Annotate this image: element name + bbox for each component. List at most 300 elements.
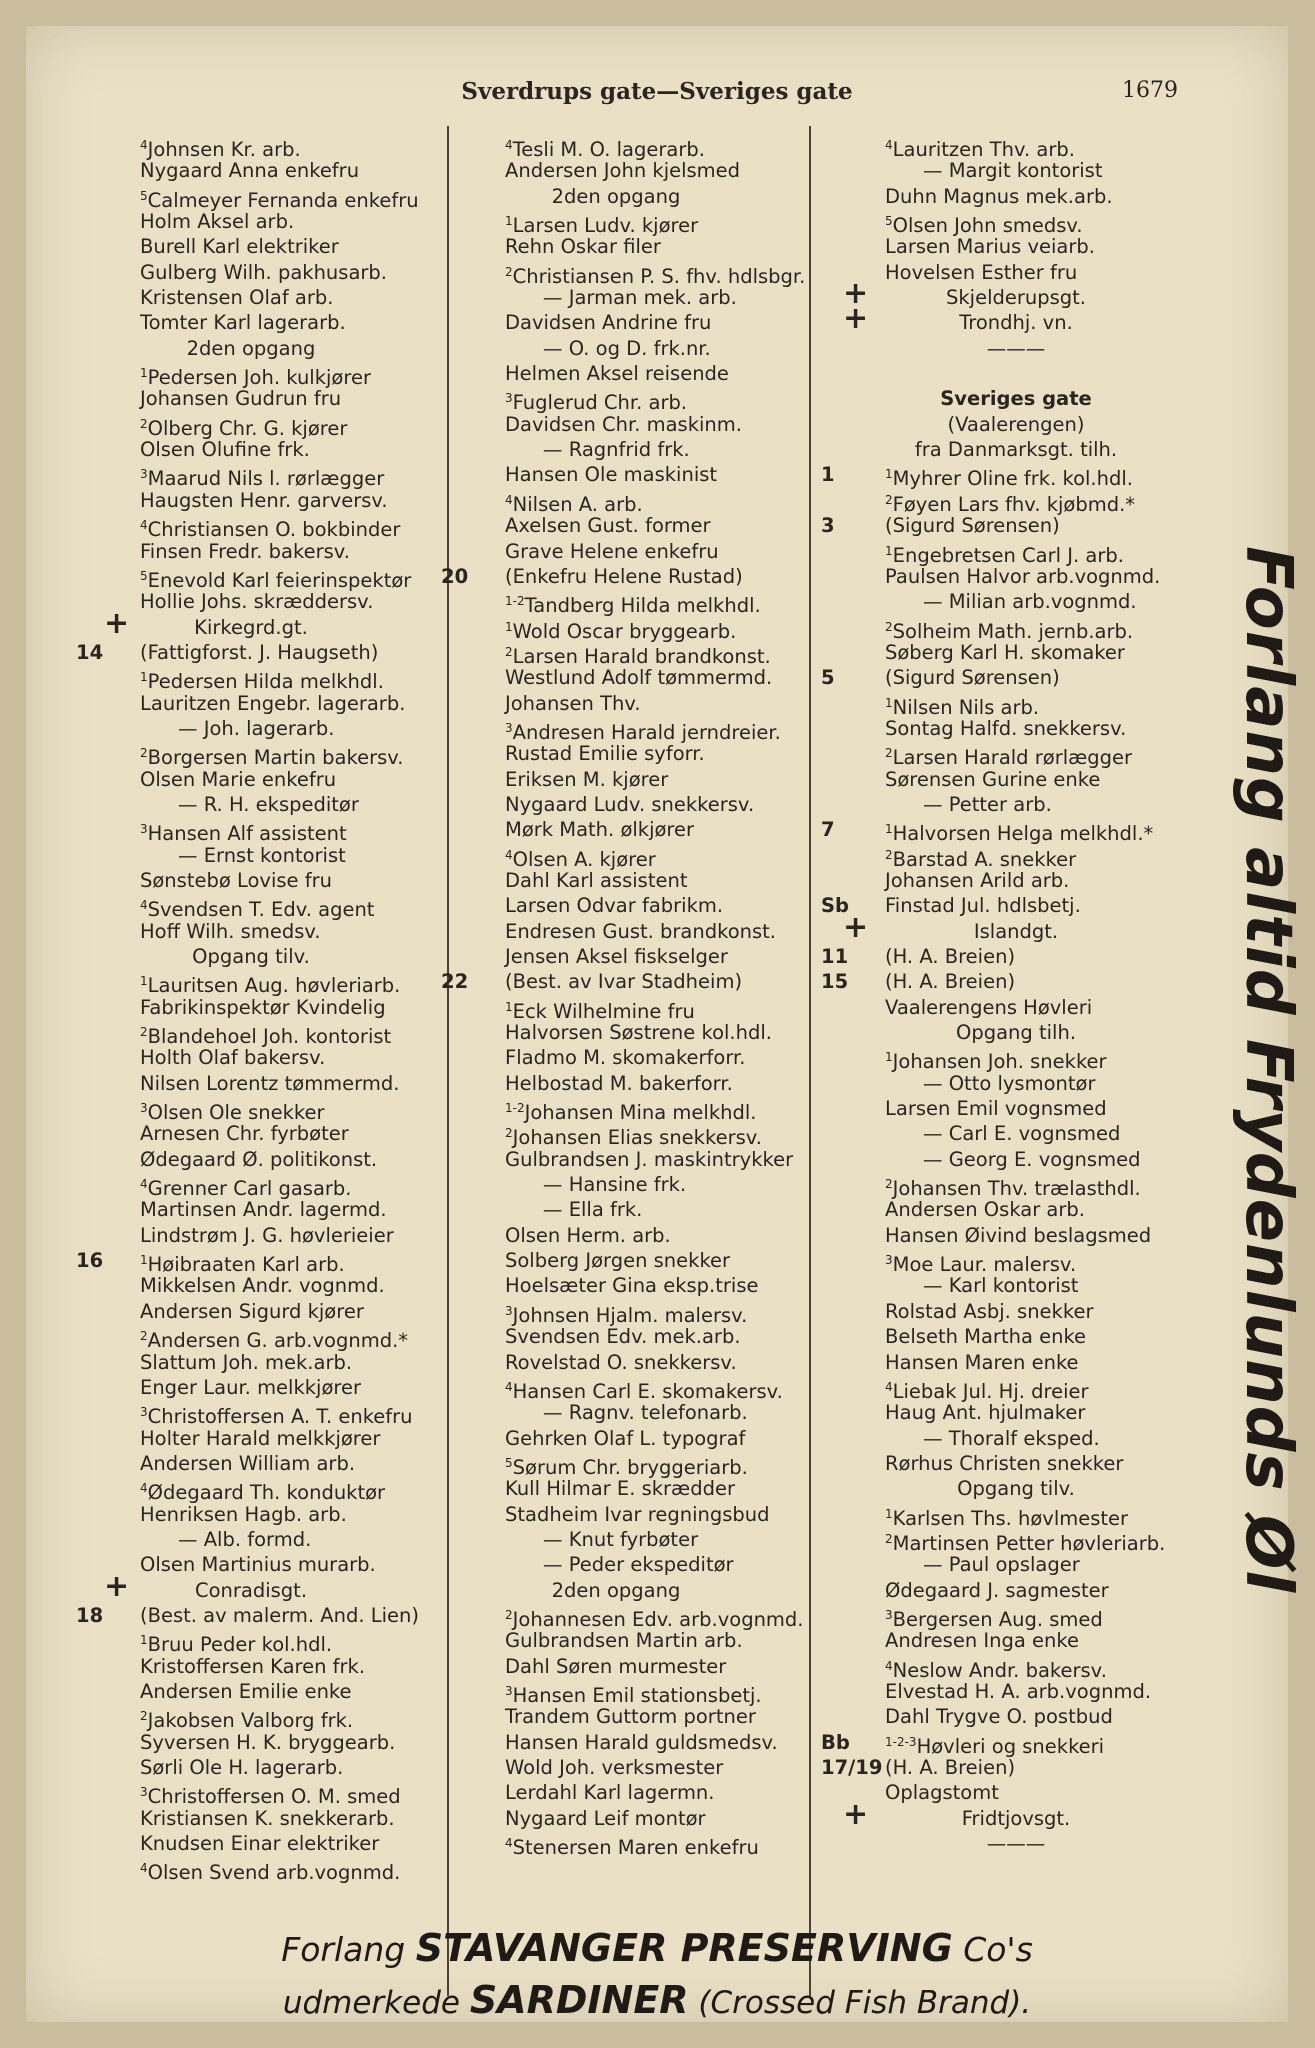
entry-text xyxy=(821,336,1211,361)
floor-number: 1 xyxy=(885,822,893,837)
directory-entry xyxy=(441,1704,834,1729)
floor-number: 2 xyxy=(140,1329,148,1344)
entry-label: Gulbrandsen J. maskintrykker xyxy=(505,1147,794,1171)
entry-label: Haugsten Henr. garversv. xyxy=(140,488,388,512)
entry-text xyxy=(885,1679,1151,1704)
entry-text xyxy=(505,1426,745,1451)
entry-text xyxy=(885,1451,1123,1476)
entry-label: — Otto lysmontør xyxy=(923,1071,1096,1095)
directory-entry xyxy=(76,462,469,491)
entry-text xyxy=(140,158,359,183)
entry-label: Tandberg Hilda melkhdl. xyxy=(524,594,761,618)
entry-text xyxy=(885,716,1126,741)
entry-label: Nygaard Anna enkefru xyxy=(140,159,360,183)
directory-entry xyxy=(76,1502,469,1527)
entry-label: Mørk Math. ølkjører xyxy=(505,818,695,842)
entry-label: Sveriges gate xyxy=(940,387,1092,411)
entry-label: Rovelstad O. snekkersv. xyxy=(505,1350,737,1374)
entry-text xyxy=(821,310,1211,335)
floor-number: 3 xyxy=(140,467,148,482)
entry-label: Kristoffersen Karen frk. xyxy=(140,1654,366,1678)
entry-label: (H. A. Breien) xyxy=(885,945,1016,968)
directory-entry xyxy=(76,1020,469,1049)
page-title: Sverdrups gate—Sveriges gate xyxy=(461,78,853,105)
house-number: 15 xyxy=(821,970,849,994)
floor-number: 1 xyxy=(140,670,148,685)
directory-entry xyxy=(441,919,834,944)
directory-entry xyxy=(821,1704,1221,1729)
directory-entry xyxy=(76,1527,469,1552)
entry-label: ——— xyxy=(986,336,1046,360)
house-number: 17/19 xyxy=(821,1756,883,1779)
directory-entry xyxy=(821,158,1221,183)
floor-number: 2 xyxy=(140,1025,148,1040)
entry-text xyxy=(140,1426,380,1451)
directory-entry xyxy=(821,1375,1221,1403)
entry-label: Søberg Karl H. skomaker xyxy=(885,640,1125,664)
entry-label: Svendsen T. Edv. agent xyxy=(147,898,375,922)
entry-label: Solheim Math. jernb.arb. xyxy=(892,619,1134,643)
entry-label: — Thoralf eksped. xyxy=(923,1426,1100,1450)
entry-label: Andersen William arb. xyxy=(140,1451,356,1475)
entry-text xyxy=(923,1552,1080,1577)
entry-text xyxy=(923,1273,1078,1298)
floor-number: 3 xyxy=(505,1303,513,1318)
entry-text xyxy=(505,1755,723,1780)
directory-entry xyxy=(76,336,469,361)
entry-label: Larsen Odvar fabrikm. xyxy=(505,894,724,918)
entry-label: Johansen Arild arb. xyxy=(885,868,1070,892)
directory-entry xyxy=(76,1856,469,1885)
directory-entry xyxy=(76,969,469,998)
entry-text xyxy=(885,513,1060,538)
entry-text xyxy=(885,1197,1085,1222)
entry-text xyxy=(885,893,1081,918)
entry-text xyxy=(140,1654,365,1679)
ad-line2-post: (Crossed Fish Brand). xyxy=(698,1985,1032,2021)
entry-text xyxy=(543,285,737,310)
entry-text xyxy=(821,1831,1211,1856)
directory-entry xyxy=(76,488,469,513)
house-number: 7 xyxy=(821,818,835,842)
entry-label: Karlsen Ths. høvlmester xyxy=(892,1506,1129,1530)
directory-entry xyxy=(76,1248,469,1277)
entry-text xyxy=(140,209,294,234)
entry-label: (Sigurd Sørensen) xyxy=(885,666,1060,690)
directory-entry xyxy=(441,1476,834,1501)
directory-entry xyxy=(821,209,1221,238)
entry-text xyxy=(885,1400,1085,1425)
floor-number: 1 xyxy=(505,999,513,1014)
entry-label: Holter Harald melkkjører xyxy=(140,1426,381,1450)
directory-entry xyxy=(441,1299,834,1327)
floor-number: 2 xyxy=(885,492,893,507)
entry-label: Elvestad H. A. arb.vognmd. xyxy=(885,1679,1152,1703)
directory-entry xyxy=(441,640,834,668)
directory-entry xyxy=(821,1603,1221,1631)
directory-entry xyxy=(76,1730,469,1755)
entry-label: Liebak Jul. Hj. dreier xyxy=(892,1379,1089,1403)
directory-entry xyxy=(441,1147,834,1172)
floor-number: 1 xyxy=(505,214,513,229)
entry-label: — Alb. formd. xyxy=(178,1527,312,1551)
entry-text xyxy=(885,1299,1093,1324)
floor-number: 3 xyxy=(505,1683,513,1698)
floor-number: 1 xyxy=(140,1253,148,1268)
entry-label: Kristiansen K. snekkerarb. xyxy=(140,1806,395,1830)
directory-entry xyxy=(76,1806,469,1831)
directory-entry xyxy=(76,716,469,741)
floor-number: 2 xyxy=(885,619,893,634)
entry-text xyxy=(885,564,1160,589)
entry-label: 2den opgang xyxy=(551,1578,681,1602)
entry-label: Bergersen Aug. smed xyxy=(892,1607,1103,1631)
directory-entry xyxy=(821,1273,1221,1298)
floor-number: 4 xyxy=(140,518,148,533)
directory-entry xyxy=(821,1147,1221,1172)
entry-text xyxy=(505,868,687,893)
entry-label: Eck Wilhelmine fru xyxy=(512,999,695,1023)
entry-label: Eriksen M. kjører xyxy=(505,767,669,791)
directory-entry xyxy=(441,893,834,918)
entry-label: Trandem Guttorm portner xyxy=(505,1705,756,1729)
floor-number: 1 xyxy=(140,366,148,381)
entry-text xyxy=(885,767,1100,792)
entry-label: — Jarman mek. arb. xyxy=(543,286,737,310)
entry-text xyxy=(821,437,1211,462)
directory-entry xyxy=(821,716,1221,741)
entry-label: Lindstrøm J. G. høvlerieier xyxy=(140,1223,394,1247)
directory-entry xyxy=(76,1831,469,1856)
entry-label: Helbostad M. bakerforr. xyxy=(505,1071,733,1095)
entry-text xyxy=(505,1147,793,1172)
entry-text xyxy=(505,462,717,487)
floor-number: 4 xyxy=(505,492,513,507)
vertical-advertisement xyxy=(1231,546,1305,1686)
entry-text xyxy=(140,1071,399,1096)
directory-entry xyxy=(76,605,469,641)
directory-entry xyxy=(441,184,834,209)
entry-label: Holth Olaf bakersv. xyxy=(140,1046,326,1070)
entry-label: Arnesen Chr. fyrbøter xyxy=(140,1122,349,1146)
floor-number: 1 xyxy=(885,467,893,482)
entry-label: Ødegaard J. sagmester xyxy=(885,1578,1109,1602)
entry-label: Hansen Carl E. skomakersv. xyxy=(512,1379,783,1403)
entry-label: Opgang tilv. xyxy=(957,1477,1075,1501)
house-number: Bb xyxy=(821,1730,850,1754)
directory-entry xyxy=(441,817,834,842)
entry-label: Stadheim Ivar regningsbud xyxy=(505,1502,770,1526)
entry-text xyxy=(885,1755,1015,1780)
entry-label: Davidsen Andrine fru xyxy=(505,311,712,335)
entry-text xyxy=(505,361,729,386)
directory-entry xyxy=(441,716,834,744)
entry-text xyxy=(140,1552,376,1577)
entry-label: Kirkegrd.gt. xyxy=(194,615,308,639)
entry-text xyxy=(140,1451,355,1476)
floor-number: 4 xyxy=(140,898,148,913)
entry-label: Gehrken Olaf L. typograf xyxy=(505,1426,746,1450)
entry-label: Kull Hilmar E. skrædder xyxy=(505,1477,735,1501)
entry-label: Hansen Alf assistent xyxy=(147,822,347,846)
directory-entry xyxy=(821,1248,1221,1277)
entry-text xyxy=(923,158,1103,183)
directory-entry xyxy=(76,944,469,969)
directory-entry xyxy=(76,919,469,944)
entry-label: Duhn Magnus mek.arb. xyxy=(885,184,1113,208)
entry-label: Solberg Jørgen snekker xyxy=(505,1249,731,1273)
entry-label: Tesli M. O. lagerarb. xyxy=(512,138,705,161)
floor-number: 4 xyxy=(885,1658,893,1673)
floor-number: 2 xyxy=(140,416,148,431)
directory-entry xyxy=(76,1121,469,1146)
entry-text xyxy=(505,893,723,918)
entry-text xyxy=(140,1299,364,1324)
directory-entry xyxy=(441,488,834,516)
entry-label: Pedersen Joh. kulkjører xyxy=(147,366,371,390)
entry-label: Finsen Fredr. bakersv. xyxy=(140,539,350,563)
directory-entry xyxy=(441,741,834,766)
entry-label: Rolstad Asbj. snekker xyxy=(885,1299,1094,1323)
ad-brand-sardiner: SARDINER xyxy=(469,1978,689,2022)
entry-text xyxy=(441,1578,791,1603)
entry-text xyxy=(140,1806,395,1831)
entry-text xyxy=(76,336,426,361)
entry-label: — Karl kontorist xyxy=(923,1274,1079,1298)
directory-entry xyxy=(821,1796,1221,1832)
entry-label: (Best. av malerm. And. Lien) xyxy=(140,1603,420,1627)
entry-text xyxy=(543,1197,642,1222)
entry-text xyxy=(441,184,791,209)
entry-text xyxy=(505,741,705,766)
directory-entry xyxy=(441,615,834,643)
directory-entry xyxy=(441,1121,834,1150)
entry-text xyxy=(178,843,346,868)
entry-label: ——— xyxy=(986,1832,1046,1856)
entry-label: Johnsen Kr. arb. xyxy=(147,138,301,161)
directory-entry xyxy=(441,133,834,161)
entry-label: Jensen Aksel fiskselger xyxy=(505,945,728,968)
directory-entry xyxy=(821,1324,1221,1349)
house-number: Sb xyxy=(821,894,850,918)
entry-text xyxy=(505,1071,733,1096)
entry-text xyxy=(140,1502,347,1527)
entry-label: Fladmo M. skomakerforr. xyxy=(505,1046,746,1070)
entry-text xyxy=(178,1527,311,1552)
entry-label: — Joh. lagerarb. xyxy=(178,716,335,740)
floor-number: 2 xyxy=(505,1607,513,1622)
directory-entry xyxy=(76,1400,469,1429)
entry-label: Lauritzen Engebr. lagerarb. xyxy=(140,691,406,715)
house-number: 16 xyxy=(76,1249,104,1273)
entry-text xyxy=(505,767,668,792)
entry-label: Fuglerud Chr. arb. xyxy=(512,391,688,415)
entry-label: Larsen Emil vognsmed xyxy=(885,1097,1107,1121)
directory-entry xyxy=(821,969,1221,994)
directory-entry xyxy=(441,1096,834,1125)
entry-label: Nilsen A. arb. xyxy=(512,492,643,516)
entry-text xyxy=(505,1831,759,1860)
entry-label: Martinsen Andr. lagermd. xyxy=(140,1198,387,1222)
entry-text xyxy=(140,640,378,665)
entry-label: Trondhj. vn. xyxy=(959,311,1073,335)
entry-text xyxy=(821,285,1211,310)
entry-label: Larsen Harald rørlægger xyxy=(892,746,1133,770)
floor-number: 3 xyxy=(140,822,148,837)
directory-entry xyxy=(821,1121,1221,1146)
floor-number: 1-2-3 xyxy=(885,1734,917,1749)
directory-entry xyxy=(821,1730,1221,1758)
directory-entry xyxy=(821,1527,1221,1555)
directory-entry xyxy=(821,361,1221,386)
directory-entry xyxy=(76,868,469,893)
entry-text xyxy=(885,1578,1109,1603)
entry-label: Hansen Harald guldsmedsv. xyxy=(505,1730,778,1754)
entry-text xyxy=(505,1654,726,1679)
directory-entry xyxy=(821,1045,1221,1074)
directory-entry xyxy=(76,1780,469,1809)
floor-number: 1 xyxy=(885,1506,893,1521)
floor-number: 2 xyxy=(885,1531,893,1546)
entry-label: Hovelsen Esther fru xyxy=(885,260,1078,284)
directory-entry xyxy=(821,1552,1221,1577)
entry-label: (Vaalerengen) xyxy=(947,412,1085,436)
floor-number: 5 xyxy=(140,568,148,583)
directory-entry xyxy=(821,995,1221,1020)
directory-entry xyxy=(76,1755,469,1780)
entry-text xyxy=(140,1755,343,1780)
entry-text xyxy=(140,1045,325,1070)
entry-label: — Peder ekspeditør xyxy=(543,1553,734,1577)
entry-label: Christiansen O. bokbinder xyxy=(147,518,401,542)
entry-label: Grenner Carl gasarb. xyxy=(147,1177,352,1201)
directory-entry xyxy=(76,1654,469,1679)
entry-label: Davidsen Chr. maskinm. xyxy=(505,412,742,436)
house-number: 3 xyxy=(821,514,835,538)
directory-entry xyxy=(441,1197,834,1222)
directory-entry xyxy=(441,209,834,238)
floor-number: 3 xyxy=(885,1253,893,1268)
directory-entry xyxy=(821,488,1221,516)
entry-label: Fabrikinspektør Kvindelig xyxy=(140,995,386,1019)
directory-entry xyxy=(821,336,1221,361)
cross-street-marker: + xyxy=(843,301,869,337)
entry-label: Høibraaten Karl arb. xyxy=(147,1253,345,1277)
entry-label: Vaalerengens Høvleri xyxy=(885,995,1093,1019)
entry-label: — Ragnfrid frk. xyxy=(543,438,690,462)
entry-label: Hansen Maren enke xyxy=(885,1350,1079,1374)
directory-entry xyxy=(76,691,469,716)
entry-label: Fridtjovsgt. xyxy=(961,1806,1071,1830)
entry-text xyxy=(178,792,359,817)
directory-entry xyxy=(441,1806,834,1831)
directory-entry xyxy=(441,437,834,462)
directory-entry xyxy=(441,843,834,871)
directory-entry xyxy=(821,665,1221,690)
entry-text xyxy=(140,767,336,792)
entry-label: Olsen Ole snekker xyxy=(147,1101,325,1125)
entry-text xyxy=(543,1172,686,1197)
directory-entry xyxy=(821,539,1221,567)
entry-label: 2den opgang xyxy=(551,184,681,208)
directory-entry xyxy=(441,1502,834,1527)
entry-text xyxy=(923,792,1052,817)
directory-entry xyxy=(821,1831,1221,1856)
entry-label: Paulsen Halvor arb.vognmd. xyxy=(885,564,1161,588)
directory-entry xyxy=(821,893,1221,918)
entry-label: Maarud Nils l. rørlægger xyxy=(147,467,385,491)
entry-text xyxy=(140,310,346,335)
page-header xyxy=(26,78,1288,118)
directory-entry xyxy=(821,792,1221,817)
entry-label: fra Danmarksgt. tilh. xyxy=(914,438,1118,462)
entry-text xyxy=(76,615,426,640)
entry-text xyxy=(505,1628,743,1653)
entry-text xyxy=(505,412,742,437)
floor-number: 1 xyxy=(140,974,148,989)
entry-label: Sørli Ole H. lagerarb. xyxy=(140,1756,344,1779)
directory-entry xyxy=(821,868,1221,893)
directory-entry xyxy=(76,310,469,335)
entry-text xyxy=(505,1350,737,1375)
entry-label: Nygaard Leif montør xyxy=(505,1806,706,1830)
entry-label: Mikkelsen Andr. vognmd. xyxy=(140,1274,385,1298)
floor-number: 4 xyxy=(885,138,893,152)
directory-entry xyxy=(441,1603,834,1631)
floor-number: 2 xyxy=(505,644,513,659)
entry-label: — Ella frk. xyxy=(543,1198,643,1222)
entry-text xyxy=(885,868,1069,893)
cross-street-marker: + xyxy=(104,1568,130,1604)
directory-entry xyxy=(441,260,834,288)
ad-line-2 xyxy=(26,1978,1288,2022)
entry-text xyxy=(543,437,690,462)
entry-text xyxy=(140,1147,377,1172)
entry-label: Calmeyer Fernanda enkefru xyxy=(147,188,419,212)
entry-label: Enevold Karl feierinspektør xyxy=(147,568,412,592)
entry-label: Dahl Trygve O. postbud xyxy=(885,1705,1113,1729)
entry-label: Nygaard Ludv. snekkersv. xyxy=(505,792,755,816)
entry-text xyxy=(885,1350,1079,1375)
directory-entry xyxy=(76,843,469,868)
floor-number: 3 xyxy=(885,1607,893,1622)
directory-entry xyxy=(76,893,469,922)
entry-text xyxy=(140,1223,394,1248)
entry-label: — O. og D. frk.nr. xyxy=(543,336,711,360)
entry-text xyxy=(543,1552,734,1577)
entry-label: — Milian arb.vognmd. xyxy=(923,590,1137,614)
entry-label: Borgersen Martin bakersv. xyxy=(147,746,404,770)
entry-text xyxy=(885,1096,1107,1121)
ad-brand-stavanger: STAVANGER PRESERVING xyxy=(415,1926,953,1970)
directory-entry xyxy=(441,462,834,487)
directory-entry xyxy=(441,1552,834,1577)
entry-text xyxy=(885,995,1092,1020)
directory-entry xyxy=(821,234,1221,259)
directory-entry xyxy=(821,640,1221,665)
entry-text xyxy=(505,691,641,716)
entry-label: Moe Laur. malersv. xyxy=(892,1253,1077,1277)
entry-text xyxy=(505,1045,745,1070)
directory-entry xyxy=(441,1755,834,1780)
entry-label: Larsen Harald brandkonst. xyxy=(512,644,771,668)
directory-entry xyxy=(821,276,1221,312)
directory-entry xyxy=(76,285,469,310)
floor-number: 5 xyxy=(505,1455,513,1470)
entry-label: Kristensen Olaf arb. xyxy=(140,286,334,310)
entry-label: Andersen Sigurd kjører xyxy=(140,1299,364,1323)
floor-number: 3 xyxy=(140,1785,148,1800)
